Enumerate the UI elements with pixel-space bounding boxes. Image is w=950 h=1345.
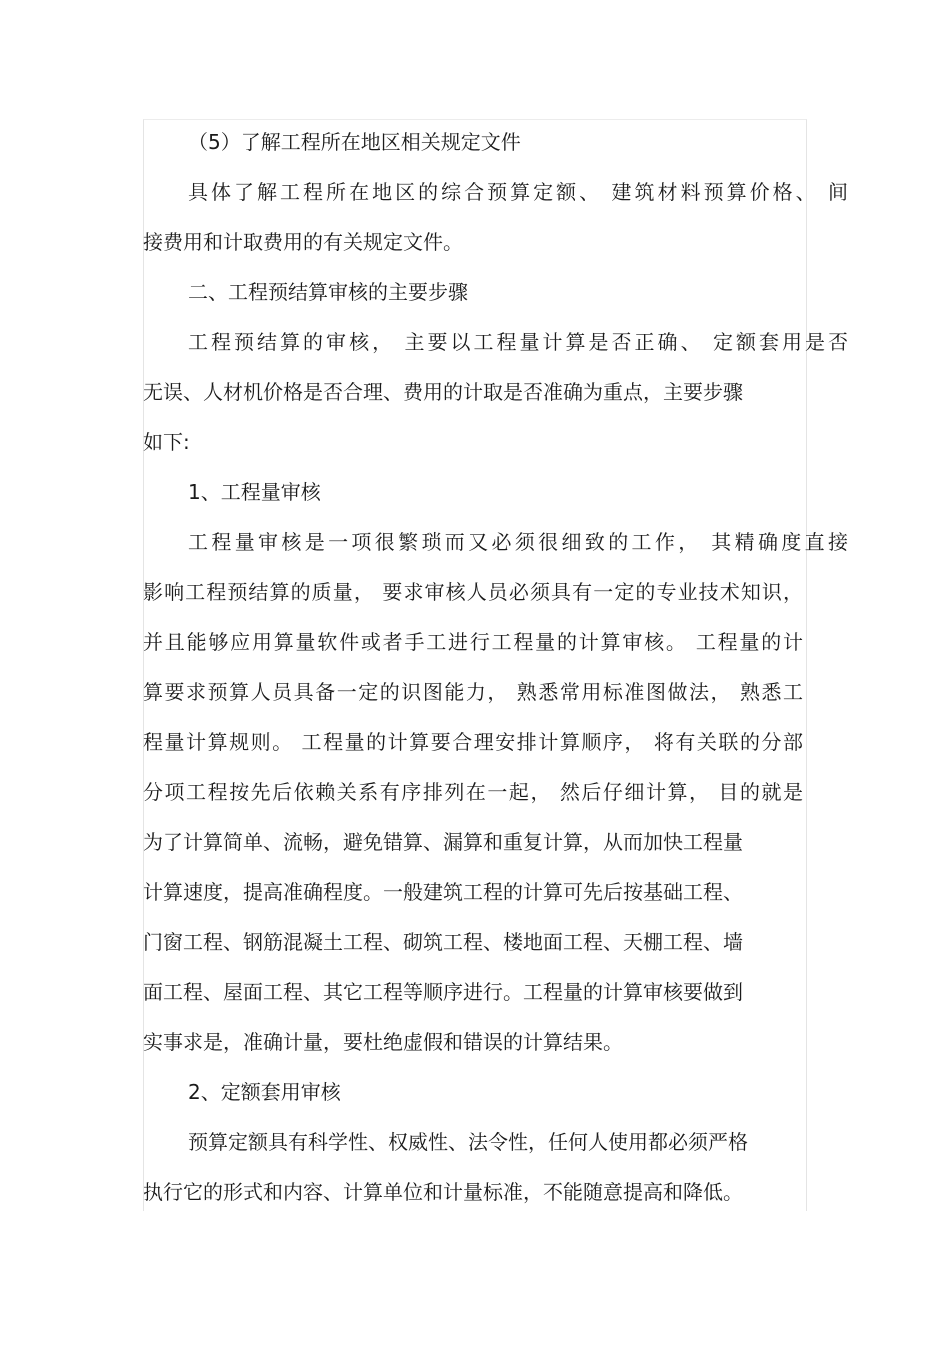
text-line: 实事求是，准确计量，要杜绝虚假和错误的计算结果。 <box>143 1030 623 1054</box>
subsection-heading: 2、定额套用审核 <box>188 1080 341 1104</box>
text-line: 如下: <box>143 430 190 454</box>
text-line: 并且能够应用算量软件或者手工进行工程量的计算审核。 工程量的计 <box>143 630 803 654</box>
text-line: （5）了解工程所在地区相关规定文件 <box>188 130 521 154</box>
text-line: 影响工程预结算的质量， 要求审核人员必须具有一定的专业技术知识， <box>143 580 803 604</box>
document-body <box>143 117 848 1217</box>
section-heading: 二、工程预结算审核的主要步骤 <box>188 280 468 304</box>
text-line: 工程预结算的审核， 主要以工程量计算是否正确、 定额套用是否 <box>188 330 848 354</box>
text-line: 工程量审核是一项很繁琐而又必须很细致的工作， 其精确度直接 <box>188 530 848 554</box>
text-line: 计算速度，提高准确程度。一般建筑工程的计算可先后按基础工程、 <box>143 880 743 904</box>
text-line: 接费用和计取费用的有关规定文件。 <box>143 230 463 254</box>
text-line: 为了计算简单、流畅，避免错算、漏算和重复计算，从而加快工程量 <box>143 830 743 854</box>
text-line: 执行它的形式和内容、计算单位和计量标准，不能随意提高和降低。 <box>143 1180 743 1204</box>
text-line: 门窗工程、钢筋混凝土工程、砌筑工程、楼地面工程、天棚工程、墙 <box>143 930 743 954</box>
text-line: 面工程、屋面工程、其它工程等顺序进行。工程量的计算审核要做到 <box>143 980 743 1004</box>
subsection-heading: 1、工程量审核 <box>188 480 321 504</box>
text-line: 算要求预算人员具备一定的识图能力， 熟悉常用标准图做法， 熟悉工 <box>143 680 803 704</box>
text-line: 分项工程按先后依赖关系有序排列在一起， 然后仔细计算， 目的就是 <box>143 780 803 804</box>
text-line: 程量计算规则。 工程量的计算要合理安排计算顺序， 将有关联的分部 <box>143 730 803 754</box>
text-line: 预算定额具有科学性、权威性、法令性，任何人使用都必须严格 <box>188 1130 748 1154</box>
text-line: 无误、人材机价格是否合理、费用的计取是否准确为重点，主要步骤 <box>143 380 743 404</box>
text-line: 具体了解工程所在地区的综合预算定额、 建筑材料预算价格、 间 <box>188 180 848 204</box>
